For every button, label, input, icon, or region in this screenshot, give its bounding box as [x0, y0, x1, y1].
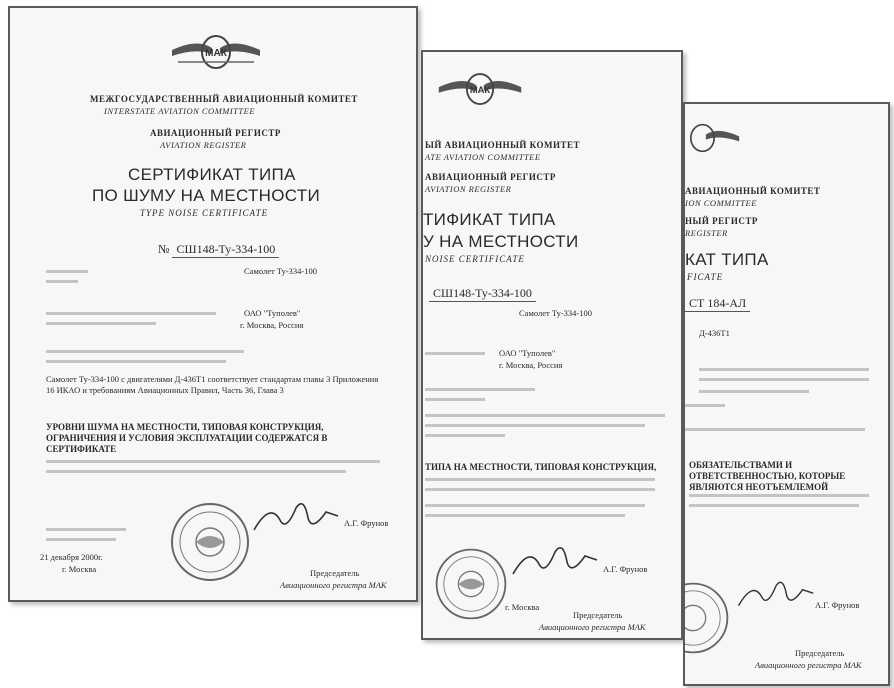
chair-label: Председатель	[795, 648, 845, 658]
signer-name: А.Г. Фрунов	[603, 564, 648, 574]
chair-label: Председатель	[573, 610, 623, 620]
certificate-sheet-middle	[421, 50, 683, 640]
register-name-ru: НЫЙ РЕГИСТР	[685, 216, 758, 226]
engine-type: Д-436Т1	[699, 328, 730, 338]
register-name-en: REGISTER	[685, 228, 728, 238]
holder-name: ОАО "Туполев"	[244, 308, 301, 318]
certificate-title-line1: ТИФИКАТ ТИПА	[423, 210, 556, 229]
round-seal-stamp	[433, 546, 509, 622]
certificate-text-2: УРОВНИ ШУМА НА МЕСТНОСТИ, ТИПОВАЯ КОНСТРУКЦИЯ, ОГРАНИЧЕНИЯ И УСЛОВИЯ ЭКСПЛУАТАЦИИ СОДЕРЖАТСЯ В СЕРТИФИКАТЕ	[46, 422, 328, 454]
issue-date: 21 декабря 2000г.	[40, 552, 103, 562]
signer-name: А.Г. Фрунов	[344, 518, 389, 528]
iac-emblem-icon	[435, 66, 525, 112]
certificate-title-line2: У НА МЕСТНОСТИ	[423, 232, 579, 251]
issue-city: г. Москва	[62, 564, 97, 574]
holder-city: г. Москва, Россия	[240, 320, 304, 330]
svg-text:МАК: МАК	[205, 48, 227, 59]
certificate-title-line1: СЕРТИФИКАТ ТИПА	[128, 165, 296, 184]
certificate-number: № СШ148-Ту-334-100	[158, 242, 279, 258]
certificate-text-1: ТИПА НА МЕСТНОСТИ, ТИПОВАЯ КОНСТРУКЦИЯ,	[425, 462, 657, 472]
signature	[735, 576, 815, 614]
certificate-title-en: FICATE	[687, 272, 724, 282]
iac-emblem-icon	[168, 28, 264, 76]
org-name-ru: ЫЙ АВИАЦИОННЫЙ КОМИТЕТ	[425, 140, 580, 150]
org-name-en: INTERSTATE AVIATION COMMITTEE	[104, 106, 256, 116]
org-name-en: ION COMMITTEE	[685, 198, 757, 208]
chair-label-2: Авиационного регистра МАК	[755, 660, 862, 670]
register-name-en: AVIATION REGISTER	[425, 184, 512, 194]
signer-name: А.Г. Фрунов	[815, 600, 860, 610]
org-name-ru: АВИАЦИОННЫЙ КОМИТЕТ	[685, 186, 821, 196]
iac-emblem-icon	[685, 118, 745, 158]
chair-label-2: Авиационного регистра МАК	[539, 622, 646, 632]
certificate-sheet-back	[683, 102, 890, 686]
certificate-sheet-front	[8, 6, 418, 602]
holder-name: ОАО "Туполев"	[499, 348, 556, 358]
certificate-text-1: Самолет Ту-334-100 с двигателями Д-436Т1 соответствует стандартам главы 3 Приложения 16 ИКАО и требованиям Авиационных Правил, Часть 36, Глава 3	[46, 374, 379, 395]
holder-city: г. Москва, Россия	[499, 360, 563, 370]
org-name-ru: МЕЖГОСУДАРСТВЕННЫЙ АВИАЦИОННЫЙ КОМИТЕТ	[90, 94, 358, 104]
register-name-en: AVIATION REGISTER	[160, 140, 247, 150]
certificate-title-line1: КАТ ТИПА	[685, 250, 769, 269]
svg-text:МАК: МАК	[469, 84, 491, 95]
round-seal-stamp	[168, 500, 252, 584]
signature	[250, 498, 340, 538]
round-seal-stamp	[683, 580, 731, 656]
certificate-title-en: TYPE NOISE CERTIFICATE	[140, 208, 269, 218]
issue-city: г. Москва	[505, 602, 540, 612]
certificate-number: СТ 184-АЛ	[685, 296, 750, 312]
certificate-title-line2: ПО ШУМУ НА МЕСТНОСТИ	[92, 186, 320, 205]
chair-label-2: Авиационного регистра МАК	[280, 580, 387, 590]
chair-label: Председатель	[310, 568, 360, 578]
certificate-title-en: NOISE CERTIFICATE	[425, 254, 525, 264]
signature	[509, 542, 599, 582]
org-name-en: ATE AVIATION COMMITTEE	[425, 152, 541, 162]
aircraft-type: Самолет Ту-334-100	[519, 308, 592, 318]
aircraft-type: Самолет Ту-334-100	[244, 266, 317, 276]
certificate-number: СШ148-Ту-334-100	[429, 286, 536, 302]
certificate-text-1: ОБЯЗАТЕЛЬСТВАМИ И ОТВЕТСТВЕННОСТЬЮ, КОТОРЫЕ ЯВЛЯЮТСЯ НЕОТЪЕМЛЕМОЙ	[689, 460, 846, 492]
register-name-ru: АВИАЦИОННЫЙ РЕГИСТР	[425, 172, 556, 182]
register-name-ru: АВИАЦИОННЫЙ РЕГИСТР	[150, 128, 281, 138]
